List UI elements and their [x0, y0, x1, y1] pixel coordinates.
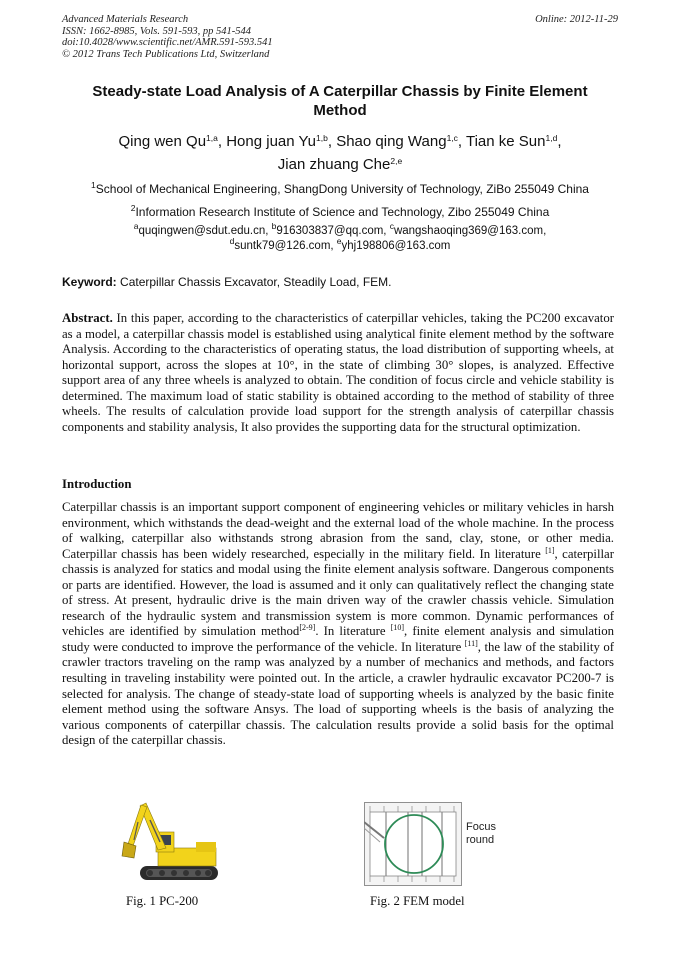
email-list: $^a$quqingwen@sdut.edu.cn, $^b$916303837@qq.com, $^c$wangshaoqing369@163.com, $^d$suntk79@126.com, $^e$yhj198806@163.com: [133, 221, 547, 252]
journal-name: Advanced Materials Research: [62, 14, 189, 25]
affiliation-text: Information Research Institute of Science and Technology, Zibo 255049 China: [135, 205, 550, 219]
figure-2-caption: Fig. 2 FEM model: [370, 894, 465, 908]
introduction-body: [62, 500, 614, 749]
paper-title: [62, 82, 618, 120]
citation-ref[interactable]: [1]: [545, 545, 555, 555]
email-address[interactable]: suntk79@126.com: [234, 240, 331, 252]
author-affiliation-mark: 1,d: [545, 133, 558, 143]
abstract-label: Abstract.: [62, 311, 113, 325]
fem-model-drawing: [364, 803, 462, 886]
excavator-image: [110, 790, 222, 886]
affiliation-2: [62, 205, 618, 219]
email-mark: b: [271, 221, 277, 231]
intro-text: , the law of the stability of crawler tractors traveling on the ramp was analyzed by a number of mechanics and methods, and factors resulting in traveling instability were pointed out. In the article, a crawler hydraulic excavator PC200-7 is selected for analysis. The change of steady-state load of supporting wheels is analyzed by the basic finite element method using the software Ansys. The load of supporting wheels is the basis of analyzing the various components of caterpillar chassis. The calculation results provide a solid basis for the optimal design of the caterpillar chassis.: [62, 639, 614, 748]
fem-annotation-line-2: round: [466, 834, 495, 846]
title-line-1: Steady-state Load Analysis of A Caterpillar Chassis by Finite Element: [92, 83, 588, 100]
running-header: [62, 14, 618, 60]
email-address[interactable]: 916303837@qq.com: [276, 225, 384, 237]
citation-ref[interactable]: [10]: [390, 623, 405, 633]
author-name: Qing wen Qu: [118, 133, 207, 150]
author-affiliation-mark: 1,a: [206, 133, 218, 143]
author-name: Hong juan Yu: [226, 133, 317, 150]
fem-model-image: [364, 802, 462, 886]
abstract-text: In this paper, according to the characteristics of caterpillar vehicles, taking the PC200 excavator as a model, a caterpillar chassis model is established using analytical finite element method by the software Analysis. According to the characteristics of operating status, the load distribution of supporting wheels, at horizontal support, across the slopes at 10°, in the state of climbing 30° slopes, is analyzed. Effective support area of any three wheels is analyzed to obtain. The condition of focus circle and vehicle stability is determined. The maximum load of static stability is obtained according to the method of stability of three wheels. The results of calculation provide load support for the strength analysis of caterpillar chassis components and stability analysis, It also provides the supporting data for the structural optimization.: [62, 311, 614, 434]
keywords: [62, 274, 618, 290]
author-affiliation-mark: 1,b: [316, 133, 328, 143]
keywords-label: Keyword:: [62, 275, 117, 289]
affiliation-mark: 1: [91, 180, 96, 190]
email-address[interactable]: quqingwen@sdut.edu.cn: [138, 225, 266, 237]
fem-annotation-line-1: Focus: [466, 821, 496, 833]
intro-text: Caterpillar chassis is an important support component of engineering vehicles or military vehicles in harsh environment, which withstands the dead-weight and the external load of the whole machine. In the process of walking, caterpillar also withstands strong abrasion from the sand, clay, stone, or other media. Caterpillar chassis has been widely researched, especially in the military field. In literature: [62, 500, 614, 561]
abstract: [62, 311, 614, 435]
doi-line: doi:10.4028/www.scientific.net/AMR.591-593.541: [62, 37, 273, 48]
fem-annotation: [466, 821, 496, 847]
email-mark: c: [389, 221, 394, 231]
affiliation-text: School of Mechanical Engineering, ShangDong University of Technology, ZiBo 255049 China: [95, 182, 589, 196]
intro-text: . In literature: [315, 624, 391, 639]
author-affiliation-mark: 1,c: [446, 133, 458, 143]
email-address[interactable]: wangshaoqing369@163.com: [393, 225, 544, 237]
author-list: Qing wen Qu$^{1,a}$, Hong juan Yu$^{1,b}$, Shao qing Wang$^{1,c}$, Tian ke Sun$^{1,d}$, Jian zhuang Che$^{2,e}$: [118, 133, 562, 173]
author-name: Tian ke Sun: [465, 133, 546, 150]
keywords-text: Caterpillar Chassis Excavator, Steadily Load, FEM.: [120, 275, 392, 289]
copyright-line: © 2012 Trans Tech Publications Ltd, Switzerland: [62, 48, 270, 60]
online-date: Online: 2012-11-29: [535, 14, 618, 25]
excavator-drawing: [122, 803, 218, 880]
citation-ref[interactable]: [2-9]: [299, 623, 316, 633]
figure-1-caption: Fig. 1 PC-200: [126, 894, 199, 908]
intro-text: , finite element analysis and simulation study were conducted to improve the performance of the vehicle. In literature: [62, 624, 614, 654]
email-mark: a: [133, 221, 139, 231]
affiliation-mark: 2: [130, 203, 136, 213]
intro-text: , caterpillar chassis is analyzed for statics and modal using the finite element analysis software. Dangerous components or parts are identified. However, the load is assumed and it only can qualitatively reflect the changing state of stress. At present, hydraulic drive is the main driven way of the crawler chassis vehicle. Simulation research of the hydraulic system and transmission system is more common. Dynamic performances of vehicles are identified by simulation method: [62, 546, 615, 639]
author-name: Shao qing Wang: [336, 133, 447, 150]
section-heading-introduction: Introduction: [62, 477, 132, 491]
author-affiliation-mark: 2,e: [390, 156, 403, 166]
email-mark: d: [229, 236, 235, 246]
email-mark: e: [336, 236, 342, 246]
title-line-2: Method: [313, 102, 367, 119]
issn-line: ISSN: 1662-8985, Vols. 591-593, pp 541-544: [62, 25, 251, 37]
author-name: Jian zhuang Che: [277, 156, 391, 173]
citation-ref[interactable]: [11]: [464, 638, 478, 648]
affiliation-1: [62, 182, 618, 196]
email-address[interactable]: yhj198806@163.com: [341, 240, 451, 252]
